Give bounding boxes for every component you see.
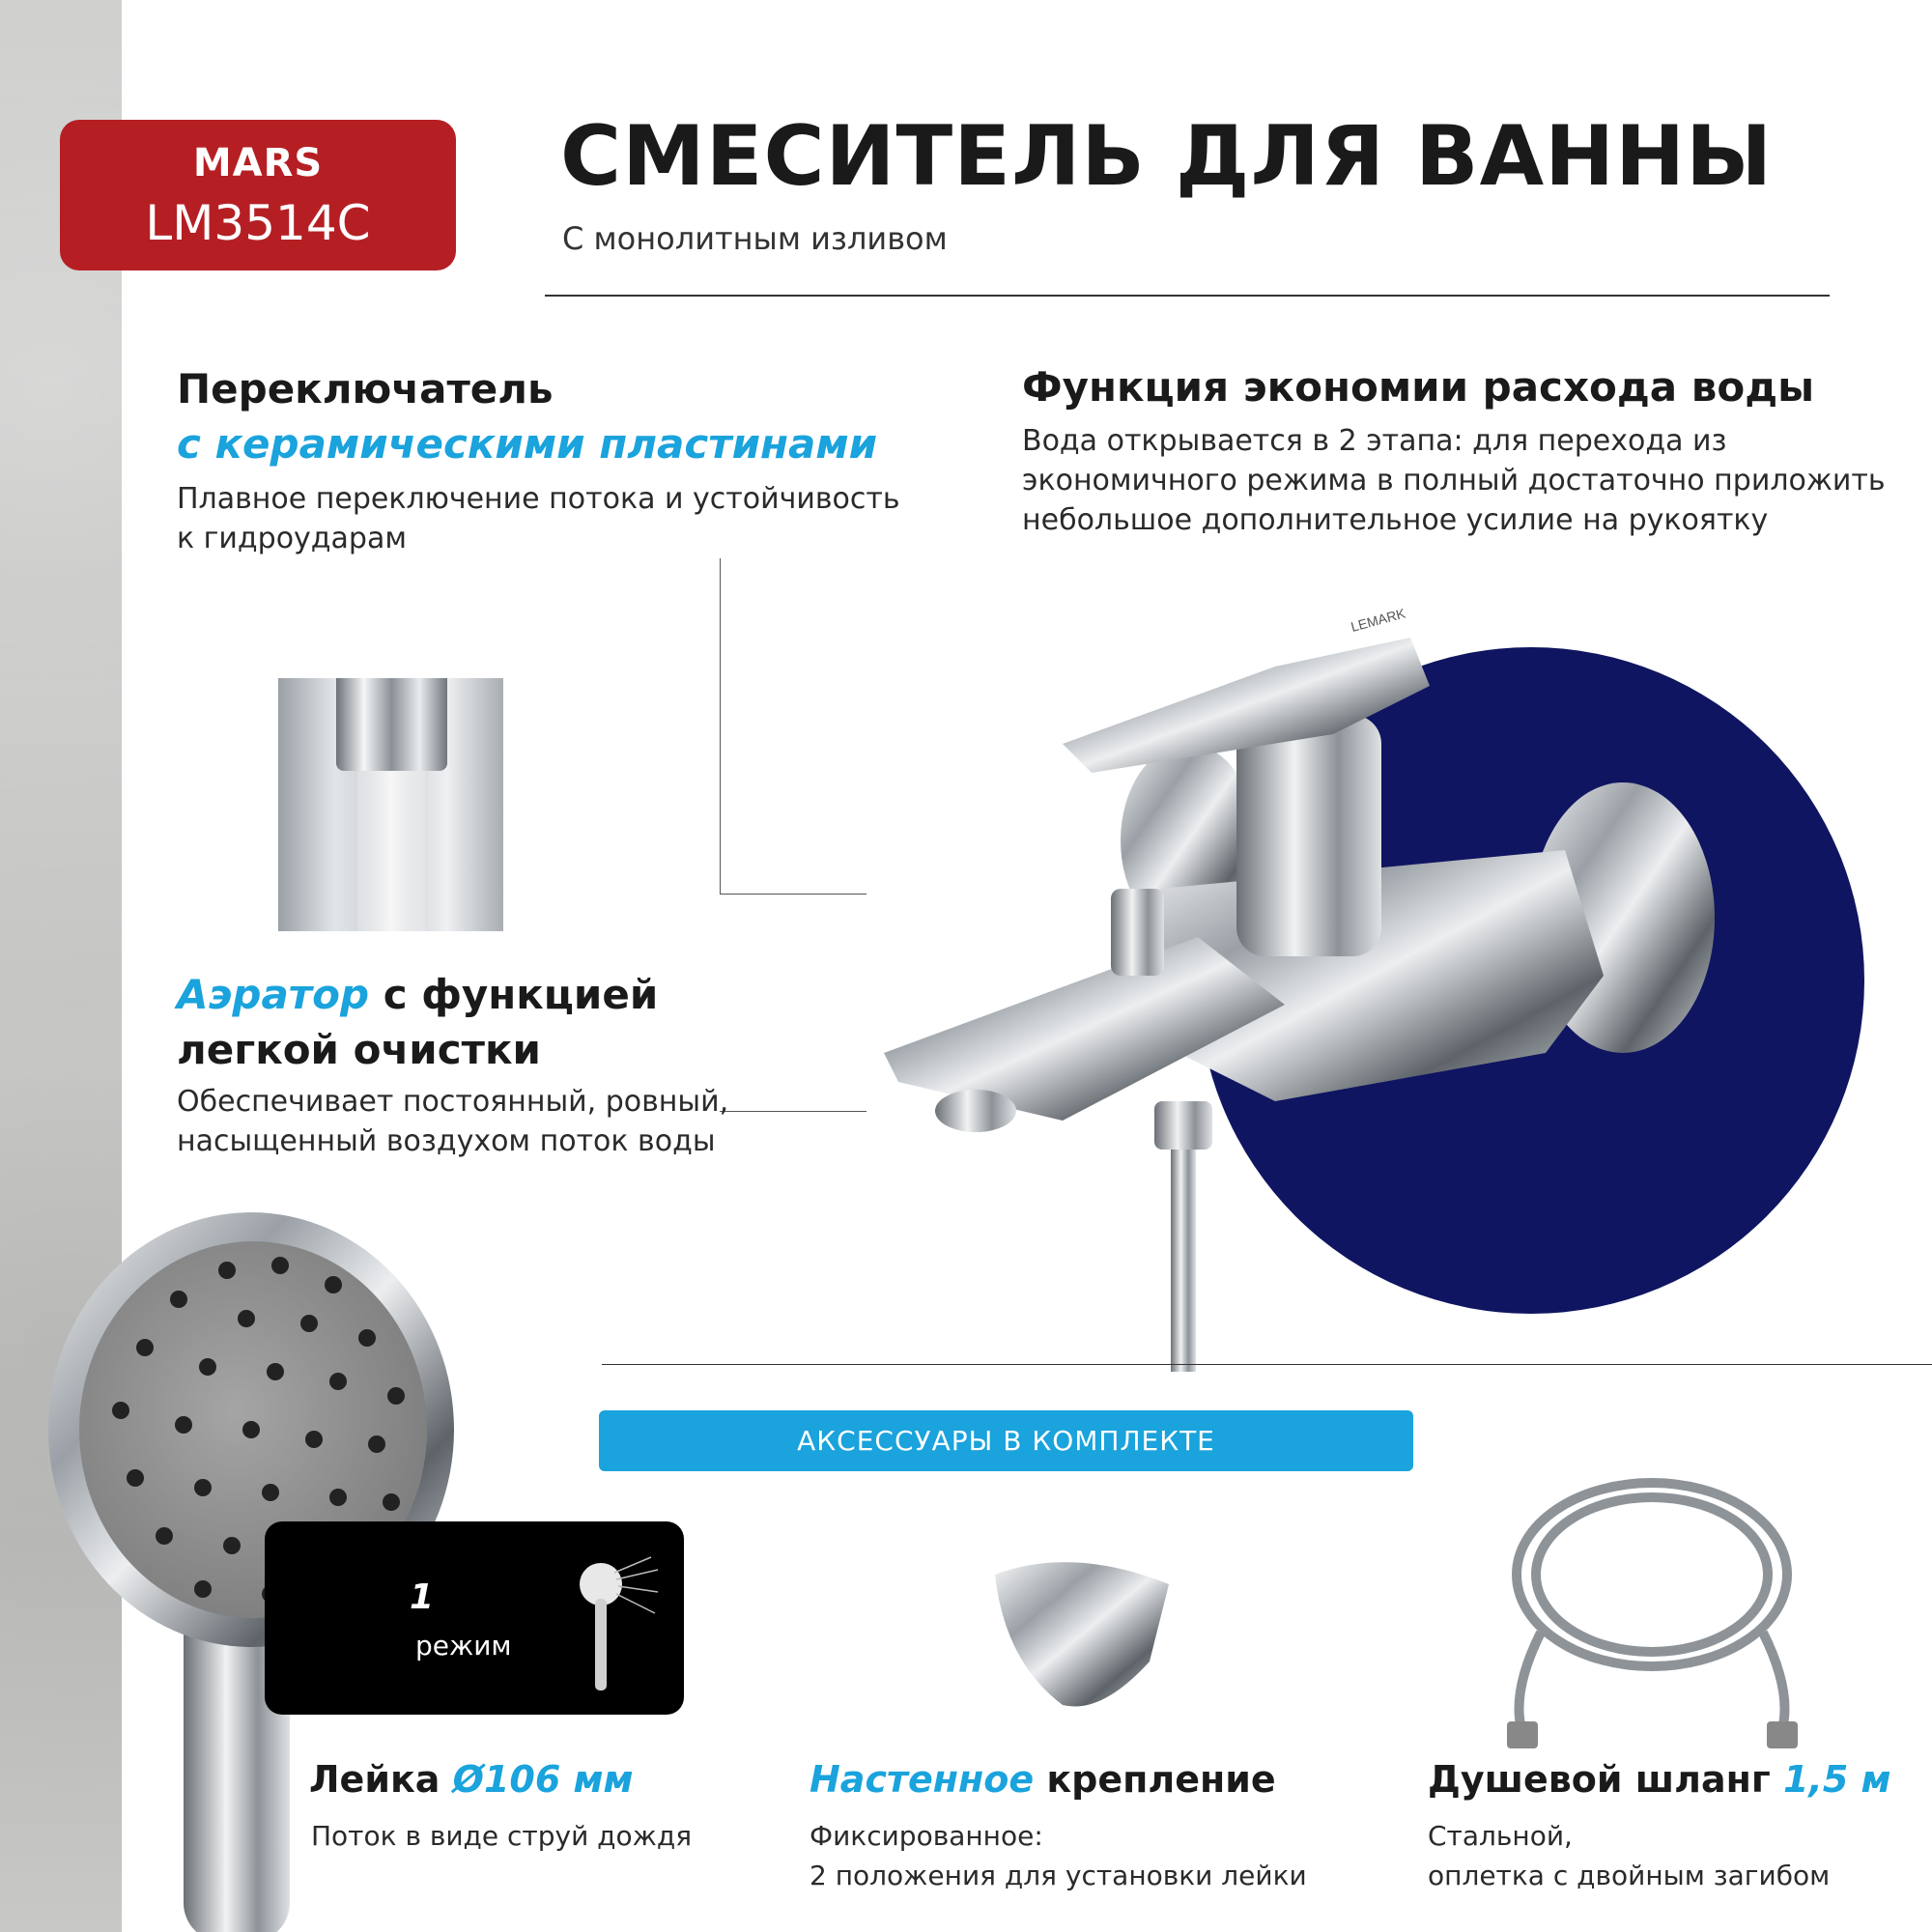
hose-desc	[1428, 1816, 1830, 1895]
hose-connector	[1154, 1101, 1212, 1150]
leader-line-switch	[720, 894, 867, 895]
badge-brand: MARS	[192, 141, 324, 185]
shower-head-title-text: Лейка	[309, 1758, 440, 1801]
aerator-title-rest: с функцией	[383, 971, 659, 1018]
model-badge	[60, 120, 456, 270]
hose-desc-line1: Стальной,	[1428, 1820, 1573, 1852]
economy-title: Функция экономии расхода воды	[1022, 363, 1815, 411]
economy-desc-line1: Вода открывается в 2 этапа: для перехода из	[1022, 424, 1727, 458]
wall-mount-desc-line1: Фиксированное:	[810, 1820, 1043, 1852]
wall-mount-title-rest: крепление	[1046, 1758, 1276, 1801]
aerator-desc	[177, 1082, 728, 1161]
wall-mount-desc	[810, 1816, 1307, 1895]
shower-head-desc: Поток в виде струй дождя	[311, 1820, 693, 1852]
switch-title: Переключатель	[177, 365, 554, 412]
aerator-photo	[278, 678, 503, 931]
diverter-knob	[1111, 889, 1164, 976]
accessories-bar: АКСЕССУАРЫ В КОМПЛЕКТЕ	[599, 1410, 1413, 1471]
aerator-title-highlight: Аэратор	[177, 971, 370, 1018]
mode-box	[265, 1521, 684, 1715]
economy-desc	[1022, 421, 1886, 540]
aerator-title-line2: легкой очистки	[177, 1026, 541, 1073]
hose-image	[1483, 1468, 1811, 1758]
economy-desc-line2: экономичного режима в полный достаточно приложить	[1022, 464, 1886, 497]
hose-title	[1428, 1758, 1891, 1801]
page-subtitle: С монолитным изливом	[562, 220, 948, 257]
aerator-desc-line2: насыщенный воздухом поток воды	[177, 1124, 716, 1158]
hose-coils	[1517, 1483, 1787, 1729]
shower-mode-icon	[566, 1555, 663, 1700]
faucet-logo: LEMARK	[1349, 605, 1407, 635]
water-stream	[357, 771, 425, 931]
mode-label: режим	[415, 1630, 512, 1662]
badge-model: LM3514C	[145, 195, 371, 251]
faucet-hose	[1171, 1150, 1196, 1372]
faucet-spout	[884, 937, 1285, 1121]
aerator-desc-line1: Обеспечивает постоянный, ровный,	[177, 1085, 729, 1119]
header-divider	[545, 295, 1830, 297]
wall-mount-title	[810, 1758, 1276, 1801]
hose-title-text: Душевой шланг	[1428, 1758, 1771, 1801]
wall-mount-title-highlight: Настенное	[810, 1758, 1035, 1801]
mode-count: 1	[410, 1577, 435, 1617]
hose-length: 1,5 м	[1782, 1758, 1891, 1801]
aerator-title	[177, 971, 658, 1018]
wall-mount-desc-line2: 2 положения для установки лейки	[810, 1860, 1307, 1891]
switch-title-highlight: с керамическими пластинами	[177, 420, 878, 468]
shower-head-title	[309, 1758, 634, 1801]
faucet-cartridge	[1236, 715, 1381, 956]
aerator-nozzle	[336, 678, 447, 771]
leader-line-aerator	[720, 1111, 867, 1112]
switch-desc-line2: к гидроударам	[177, 522, 407, 555]
hose-nut-right	[1767, 1721, 1798, 1748]
faucet-outlet	[935, 1090, 1016, 1132]
wall-mount-image	[985, 1546, 1179, 1719]
switch-desc	[177, 479, 900, 558]
hose-desc-line2: оплетка с двойным загибом	[1428, 1860, 1831, 1891]
economy-desc-line3: небольшое дополнительное усилие на рукоятку	[1022, 503, 1769, 537]
page-title: СМЕСИТЕЛЬ ДЛЯ ВАННЫ	[560, 108, 1774, 205]
hose-nut-left	[1507, 1721, 1538, 1748]
switch-desc-line1: Плавное переключение потока и устойчивость	[177, 482, 900, 516]
shower-head-diameter: Ø106 мм	[452, 1758, 634, 1801]
faucet-image	[869, 599, 1835, 1372]
leader-line-vertical	[720, 558, 721, 895]
section-divider	[602, 1364, 1932, 1365]
